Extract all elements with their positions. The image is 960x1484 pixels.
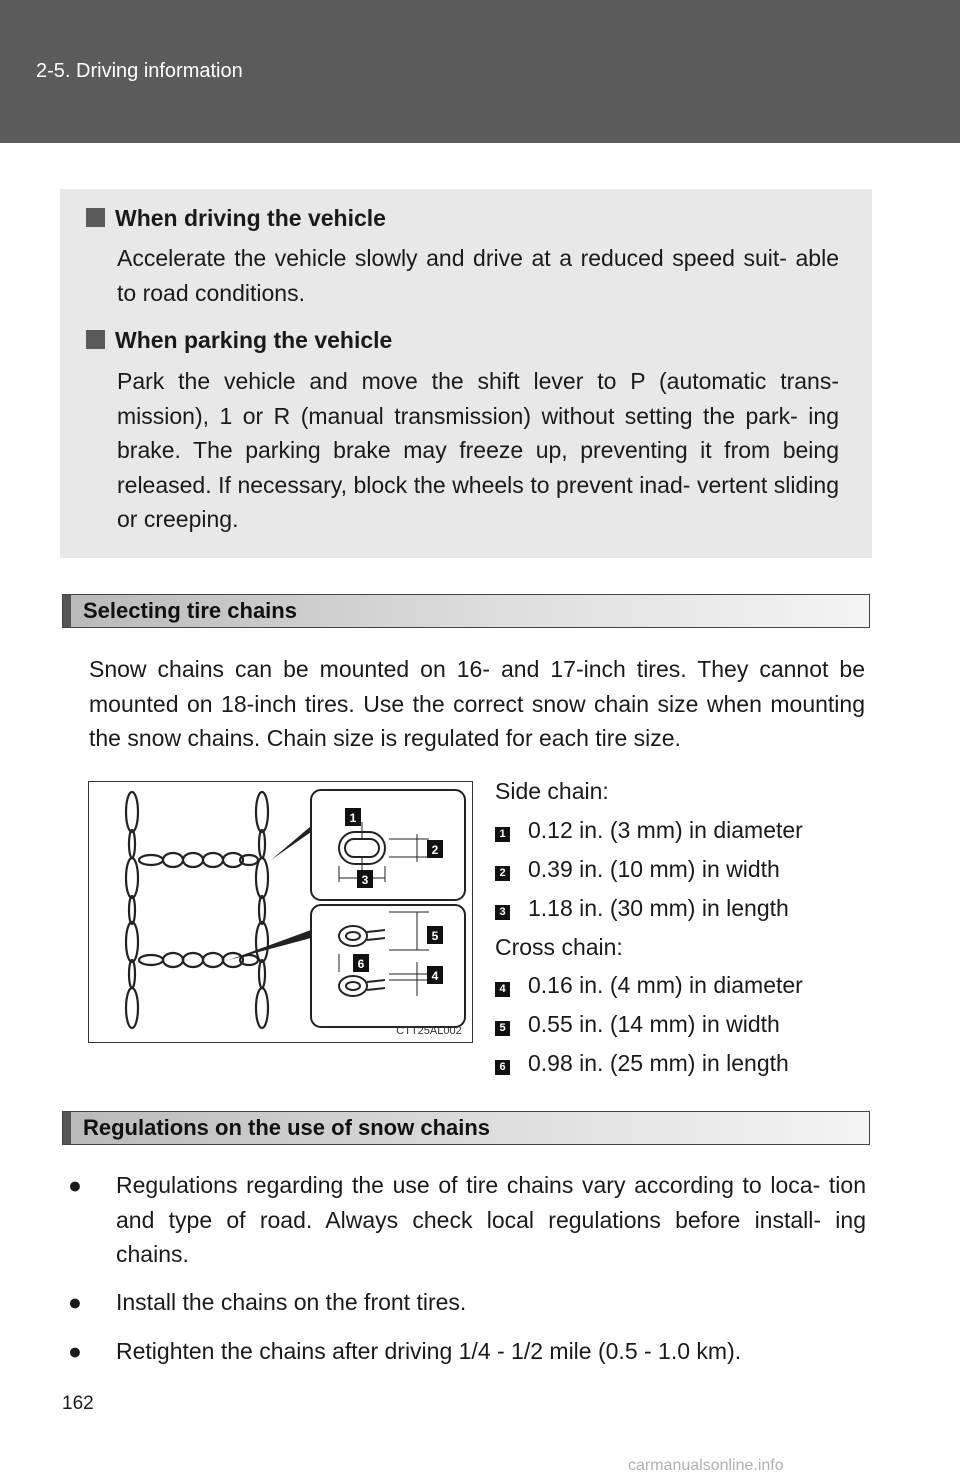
svg-text:4: 4 xyxy=(431,969,439,983)
section-heading-tire-chains xyxy=(62,594,870,628)
cross-chain-top xyxy=(139,853,258,867)
callout-badge: 3 xyxy=(495,905,510,920)
callout-badge: 4 xyxy=(495,982,510,997)
callout-6 xyxy=(353,954,369,972)
tire-chains-paragraph: Snow chains can be mounted on 16- and 17-inch tires. They cannot be mounted on 18-inch tires. Use the correct snow chain size when mounting the snow chains. Chain size is regulated for each tire size. xyxy=(89,656,865,751)
svg-text:6: 6 xyxy=(357,957,365,971)
spec-item: 2 0.39 in. (10 mm) in width xyxy=(495,856,780,883)
chain-illustration xyxy=(88,781,473,1043)
callout-badge: 6 xyxy=(495,1060,510,1075)
callout-badge: 2 xyxy=(495,866,510,881)
callout-4 xyxy=(427,966,443,984)
callout-5 xyxy=(427,926,443,944)
bullet-icon: ● xyxy=(68,1289,82,1315)
callout-badge: 1 xyxy=(495,827,510,842)
figure-code: CTT25AL002 xyxy=(396,1025,462,1037)
bullet-icon: ● xyxy=(68,1172,82,1198)
section-breadcrumb: 2-5. Driving information xyxy=(36,60,243,82)
side-chain-label: Side chain: xyxy=(495,778,609,804)
note-body-driving: Accelerate the vehicle slowly and drive at a reduced speed suit- able to road conditions. xyxy=(117,245,839,306)
page-number: 162 xyxy=(62,1393,94,1414)
square-bullet-icon xyxy=(86,208,105,227)
chain-diagram xyxy=(89,782,472,1042)
spec-item: 6 0.98 in. (25 mm) in length xyxy=(495,1050,789,1077)
section-heading-regulations xyxy=(62,1111,870,1145)
callout-2 xyxy=(427,840,443,858)
section-title: Regulations on the use of snow chains xyxy=(83,1115,491,1140)
svg-text:2: 2 xyxy=(431,843,439,857)
cross-chain-label: Cross chain: xyxy=(495,934,623,960)
note-body-parking: Park the vehicle and move the shift lever to P (automatic trans- mission), 1 or R (manual transmission) without setting the park- ing brake. The parking brake may freeze up, preventing it from being released. If necessary, block the wheels to prevent inad- vertent sliding or creeping. xyxy=(117,368,839,532)
svg-text:5: 5 xyxy=(431,929,439,943)
svg-text:1: 1 xyxy=(349,811,357,825)
section-title: Selecting tire chains xyxy=(83,598,297,623)
watermark: carmanualsonline.info xyxy=(628,1457,784,1474)
side-chain-left xyxy=(126,792,138,1028)
callout-1 xyxy=(345,808,361,826)
spec-item: 5 0.55 in. (14 mm) in width xyxy=(495,1011,780,1038)
side-chain-right xyxy=(256,792,268,1028)
square-bullet-icon xyxy=(86,330,105,349)
spec-item: 1 0.12 in. (3 mm) in diameter xyxy=(495,817,803,844)
bullet-icon: ● xyxy=(68,1338,82,1364)
page-header xyxy=(0,0,960,143)
spec-item: 3 1.18 in. (30 mm) in length xyxy=(495,895,789,922)
callout-badge: 5 xyxy=(495,1021,510,1036)
notes-box xyxy=(60,189,872,558)
note-title-parking: When parking the vehicle xyxy=(86,327,392,354)
cross-chain-bottom xyxy=(139,953,258,967)
spec-item: 4 0.16 in. (4 mm) in diameter xyxy=(495,972,803,999)
note-title-driving: When driving the vehicle xyxy=(86,205,386,232)
callout-3 xyxy=(357,870,373,888)
svg-text:3: 3 xyxy=(361,873,369,887)
